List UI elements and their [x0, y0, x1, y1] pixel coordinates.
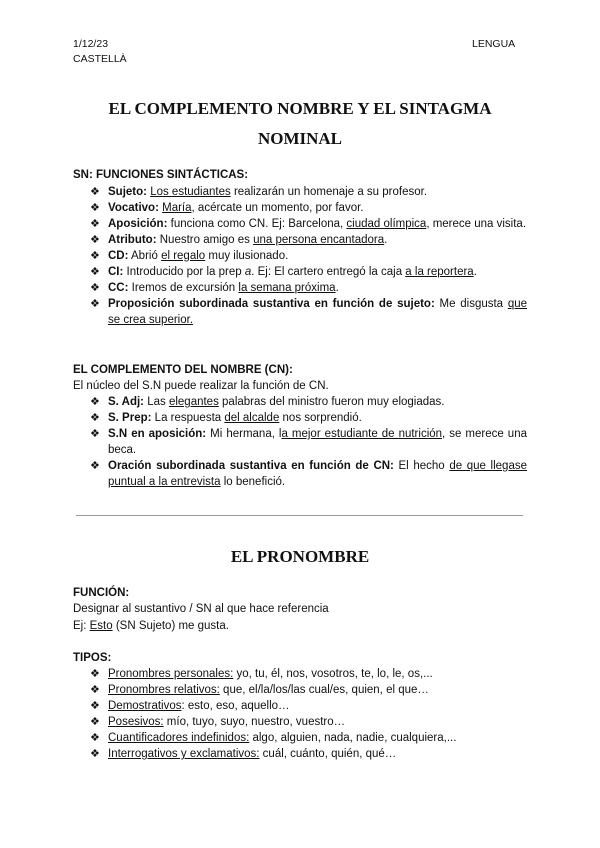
- diamond-bullet-icon: ❖: [90, 202, 100, 214]
- diamond-bullet-icon: ❖: [90, 700, 100, 712]
- diamond-bullet-icon: ❖: [90, 428, 100, 440]
- diamond-bullet-icon: ❖: [90, 218, 100, 230]
- diamond-bullet-icon: ❖: [90, 298, 100, 310]
- header-subject: LENGUA: [472, 38, 516, 50]
- diamond-bullet-icon: ❖: [90, 716, 100, 728]
- list-item: ❖ Interrogativos y exclamativos: cuál, cuánto, quién, qué…: [90, 748, 397, 760]
- tipos-list: [90, 666, 527, 762]
- funcion-heading: FUNCIÓN:: [73, 587, 130, 599]
- list-item: ❖ S. Prep: La respuesta del alcalde nos sorprendió.: [90, 412, 362, 424]
- main-title: EL COMPLEMENTO NOMBRE Y EL SINTAGMA NOMINAL: [108, 99, 492, 148]
- header-left: [73, 37, 127, 67]
- tipos-heading: TIPOS:: [73, 652, 112, 664]
- diamond-bullet-icon: ❖: [90, 250, 100, 262]
- diamond-bullet-icon: ❖: [90, 460, 100, 472]
- diamond-bullet-icon: ❖: [90, 282, 100, 294]
- funcion-example: Ej: Esto (SN Sujeto) me gusta.: [73, 620, 229, 632]
- list-item: ❖ Pronombres relativos: que, el/la/los/las cual/es, quien, el que…: [90, 684, 429, 696]
- diamond-bullet-icon: ❖: [90, 732, 100, 744]
- diamond-bullet-icon: ❖: [90, 748, 100, 760]
- cn-list: [90, 394, 527, 490]
- diamond-bullet-icon: ❖: [90, 396, 100, 408]
- diamond-bullet-icon: ❖: [90, 266, 100, 278]
- list-item: ❖ S. Adj: Las elegantes palabras del ministro fueron muy elogiadas.: [90, 396, 445, 408]
- sn-function-list: [90, 184, 527, 328]
- list-item: ❖ Atributo: Nuestro amigo es una persona encantadora.: [90, 234, 388, 246]
- list-item: ❖ CC: Iremos de excursión la semana próxima.: [90, 282, 339, 294]
- header-date: 1/12/23: [73, 38, 109, 50]
- diamond-bullet-icon: ❖: [90, 186, 100, 198]
- list-item: ❖ Demostrativos: esto, eso, aquello…: [90, 700, 290, 712]
- sn-heading: SN: FUNCIONES SINTÁCTICAS:: [73, 169, 249, 181]
- list-item: ❖ S.N en aposición: Mi hermana, la mejor estudiante de nutrición, se merece una beca.: [90, 428, 527, 456]
- list-item: ❖ Aposición: funciona como CN. Ej: Barcelona, ciudad olímpica, merece una visita.: [90, 218, 527, 230]
- diamond-bullet-icon: ❖: [90, 234, 100, 246]
- diamond-bullet-icon: ❖: [90, 412, 100, 424]
- diamond-bullet-icon: ❖: [90, 668, 100, 680]
- list-item: ❖ Posesivos: mío, tuyo, suyo, nuestro, vuestro…: [90, 716, 346, 728]
- header-language: CASTELLÀ: [73, 53, 127, 65]
- list-item: ❖ CI: Introducido por la prep a. Ej: El cartero entregó la caja a la reportera.: [90, 266, 477, 278]
- funcion-text: Designar al sustantivo / SN al que hace referencia: [73, 603, 329, 615]
- list-item: ❖ CD: Abrió el regalo muy ilusionado.: [90, 250, 289, 262]
- diamond-bullet-icon: ❖: [90, 684, 100, 696]
- cn-heading: EL COMPLEMENTO DEL NOMBRE (CN):: [73, 364, 293, 376]
- list-item: ❖ Oración subordinada sustantiva en función de CN: El hecho de que llegase puntual a la entrevista lo benefició.: [90, 460, 527, 488]
- pronombre-title: EL PRONOMBRE: [230, 547, 370, 566]
- list-item: ❖ Vocativo: María, acércate un momento, por favor.: [90, 202, 364, 214]
- list-item: ❖ Pronombres personales: yo, tu, él, nos, vosotros, te, lo, le, os,...: [90, 668, 433, 680]
- list-item: ❖ Proposición subordinada sustantiva en función de sujeto: Me disgusta que se crea superior.: [90, 298, 527, 326]
- list-item: ❖ Cuantificadores indefinidos: algo, alguien, nada, nadie, cualquiera,...: [90, 732, 457, 744]
- section-divider: [76, 515, 523, 516]
- list-item: ❖ Sujeto: Los estudiantes realizarán un homenaje a su profesor.: [90, 186, 428, 198]
- cn-intro: El núcleo del S.N puede realizar la función de CN.: [73, 380, 329, 392]
